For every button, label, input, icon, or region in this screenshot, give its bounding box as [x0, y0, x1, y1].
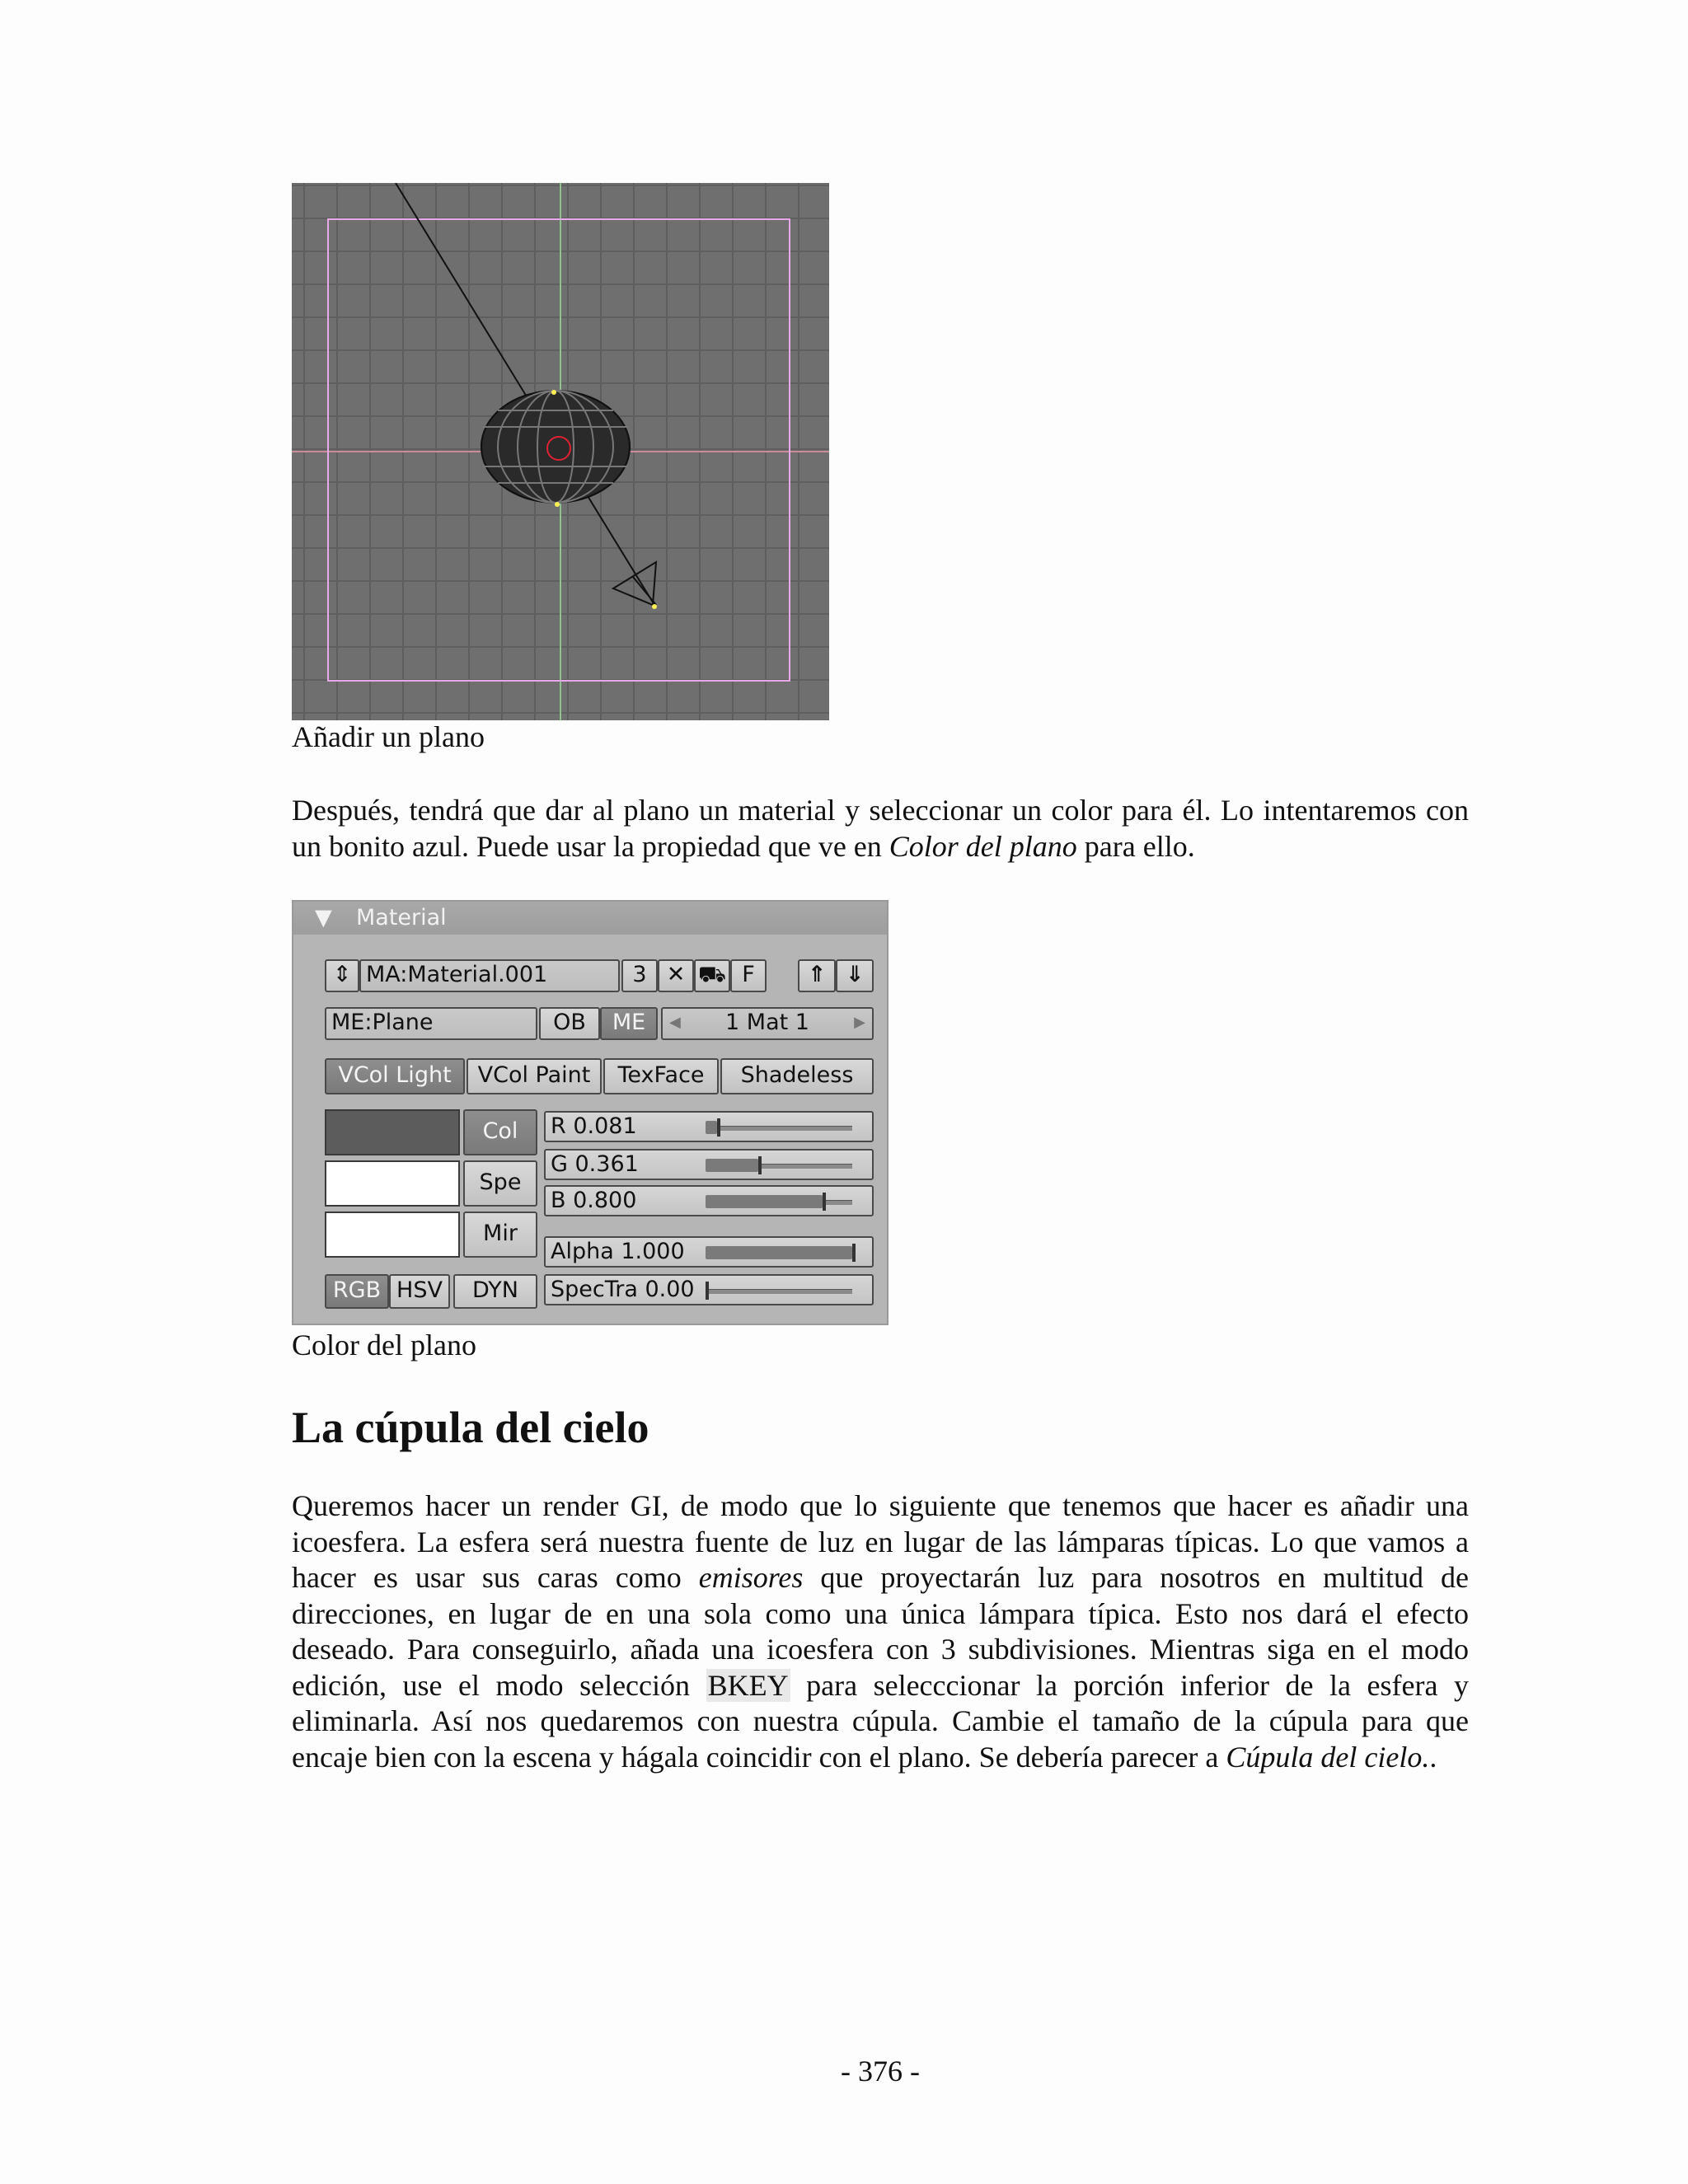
paragraph-1-text: Después, tendrá que dar al plano un material y seleccionar un color para él. Lo intentaremos con un bonito azul. Puede usar la propiedad que ve en — [292, 794, 1469, 863]
material-index-stepper[interactable] — [661, 1007, 874, 1040]
link-me-button[interactable]: ME — [600, 1007, 658, 1040]
alpha-slider[interactable] — [544, 1236, 874, 1268]
panel-title: Material — [356, 905, 447, 930]
rgb-mode-button[interactable]: RGB — [325, 1274, 389, 1309]
fake-user-button[interactable]: F — [730, 959, 767, 992]
material-index-label: 1 Mat 1 — [725, 1010, 809, 1035]
panel-header[interactable] — [293, 902, 887, 935]
vertex-dot — [555, 502, 560, 507]
viewport-scene — [292, 183, 829, 720]
vcol-light-toggle[interactable]: VCol Light — [325, 1058, 465, 1094]
paragraph-2-part-2: que proyectarán luz para nosotros en multitud de direcciones, en lugar de en una sola como una única lámpara típica. Esto nos dará el efecto deseado. Para conseguirlo, añada una icoesfera con 3 subdivisiones. Mientras siga en el modo edición, use el modo selección — [292, 1561, 1469, 1702]
paragraph-2-emphasis-1: emisores — [698, 1561, 804, 1594]
slider-knob[interactable] — [852, 1244, 856, 1262]
shadeless-toggle[interactable]: Shadeless — [720, 1058, 874, 1094]
paragraph-2-emphasis-2: Cúpula del cielo. — [1226, 1740, 1430, 1774]
mir-button[interactable]: Mir — [463, 1212, 537, 1258]
figure-caption-1: Añadir un plano — [292, 720, 485, 753]
alpha-slider-label: Alpha 1.000 — [551, 1239, 685, 1264]
left-arrow-icon[interactable]: ◀ — [669, 1014, 681, 1031]
paragraph-2-part-4: . — [1429, 1740, 1437, 1774]
slider-knob[interactable] — [706, 1282, 709, 1300]
col-button[interactable]: Col — [463, 1109, 537, 1155]
updown-arrows-icon[interactable]: ⇕ — [325, 959, 359, 992]
paragraph-1 — [292, 793, 1469, 865]
arrow-up-icon[interactable]: ⇑ — [798, 959, 836, 992]
spe-button[interactable]: Spe — [463, 1160, 537, 1207]
figure-caption-2: Color del plano — [292, 1329, 476, 1361]
page-number: - 376 - — [841, 2055, 920, 2088]
user-count-button[interactable]: 3 — [621, 959, 658, 992]
arrow-down-icon[interactable]: ⇓ — [836, 959, 874, 992]
wireframe-sphere — [481, 391, 630, 503]
slider-fill — [706, 1159, 758, 1172]
slider-knob[interactable] — [823, 1193, 826, 1211]
slider-fill — [706, 1195, 823, 1208]
slider-fill — [706, 1246, 852, 1259]
texface-toggle[interactable]: TexFace — [603, 1058, 719, 1094]
slider-knob[interactable] — [758, 1156, 762, 1174]
b-slider-label: B 0.800 — [551, 1188, 637, 1213]
paragraph-1-emphasis: Color del plano — [889, 829, 1077, 863]
key-label: BKEY — [707, 1668, 789, 1702]
vcol-paint-toggle[interactable]: VCol Paint — [467, 1058, 602, 1094]
dyn-mode-button[interactable]: DYN — [453, 1274, 537, 1309]
paragraph-2 — [292, 1488, 1469, 1775]
spectra-slider-label: SpecTra 0.00 — [551, 1277, 695, 1302]
close-x-icon[interactable]: ✕ — [658, 959, 694, 992]
material-panel — [292, 900, 889, 1325]
color-swatch-spe[interactable] — [325, 1160, 460, 1207]
r-slider-label: R 0.081 — [551, 1113, 637, 1139]
g-slider[interactable] — [544, 1149, 874, 1180]
lamp-direction-line — [396, 183, 654, 605]
spectra-slider[interactable] — [544, 1274, 874, 1305]
color-swatch-mir[interactable] — [325, 1212, 460, 1258]
material-name-field[interactable]: MA:Material.001 — [359, 959, 620, 992]
color-swatch-col[interactable] — [325, 1109, 460, 1155]
slider-track — [706, 1126, 852, 1131]
paragraph-1-end: para ello. — [1076, 829, 1195, 863]
r-slider[interactable] — [544, 1111, 874, 1142]
slider-track — [706, 1289, 852, 1294]
slider-knob[interactable] — [717, 1118, 720, 1137]
vertex-dot — [551, 390, 556, 395]
vertex-dot — [652, 604, 657, 609]
g-slider-label: G 0.361 — [551, 1151, 639, 1177]
slider-fill — [706, 1121, 717, 1134]
b-slider[interactable] — [544, 1185, 874, 1216]
car-icon[interactable]: ⛟ — [694, 959, 730, 992]
paragraph-2-part-3: para selecccionar la porción inferior de la esfera y eliminarla. Así nos quedaremos con nuestra cúpula. Cambie el tamaño de la cúpula para que encaje bien con la escena y hágala coincidir con el plano. Se debería parecer a — [292, 1668, 1469, 1774]
right-arrow-icon[interactable]: ▶ — [854, 1014, 865, 1031]
hsv-mode-button[interactable]: HSV — [389, 1274, 450, 1309]
viewport-figure — [292, 183, 829, 720]
paragraph-2-part-1: Queremos hacer un render GI, de modo que lo siguiente que tenemos que hacer es añadir una icoesfera. La esfera será nuestra fuente de luz en lugar de las lámparas típicas. Lo que vamos a hacer es usar sus caras como — [292, 1489, 1469, 1594]
link-ob-button[interactable]: OB — [539, 1007, 600, 1040]
mesh-name-field[interactable]: ME:Plane — [325, 1007, 537, 1040]
section-title: La cúpula del cielo — [292, 1403, 649, 1452]
collapse-triangle-icon[interactable]: ▼ — [315, 905, 332, 930]
